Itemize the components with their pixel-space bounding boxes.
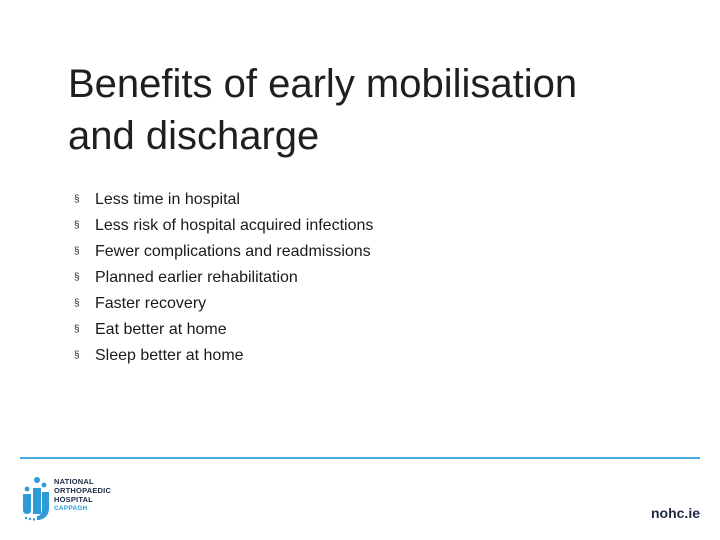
- website-url: nohc.ie: [650, 505, 700, 521]
- list-item-text: Planned earlier rehabilitation: [95, 269, 298, 286]
- list-item-text: Sleep better at home: [95, 347, 244, 364]
- bullet-icon: §: [74, 246, 80, 257]
- slide-title: [68, 58, 688, 162]
- logo-line-cappagh: CAPPAGH: [54, 505, 88, 512]
- logo-line-hospital: HOSPITAL: [54, 495, 93, 504]
- nohc-figures-icon: [20, 474, 54, 524]
- list-item-text: Fewer complications and readmissions: [95, 243, 371, 260]
- bullet-icon: §: [74, 220, 80, 231]
- bullet-icon: §: [74, 298, 80, 309]
- logo-line-national: NATIONAL: [54, 477, 94, 486]
- slide-title-line-2: and discharge: [68, 114, 320, 158]
- list-item-text: Less time in hospital: [95, 191, 240, 208]
- list-item-text: Less risk of hospital acquired infections: [95, 217, 374, 234]
- bullet-icon: §: [74, 194, 80, 205]
- list-item-text: Faster recovery: [95, 295, 207, 312]
- bullet-icon: §: [74, 350, 80, 361]
- hospital-logo: [20, 474, 130, 526]
- bullet-icon: §: [74, 324, 80, 335]
- footer-divider: [20, 457, 700, 459]
- bullet-icon: §: [74, 272, 80, 283]
- slide-title-line-1: Benefits of early mobilisation: [68, 62, 578, 106]
- logo-line-orthopaedic: ORTHOPAEDIC: [54, 486, 112, 495]
- list-item-text: Eat better at home: [95, 321, 227, 338]
- logo-wordmark: [54, 477, 111, 513]
